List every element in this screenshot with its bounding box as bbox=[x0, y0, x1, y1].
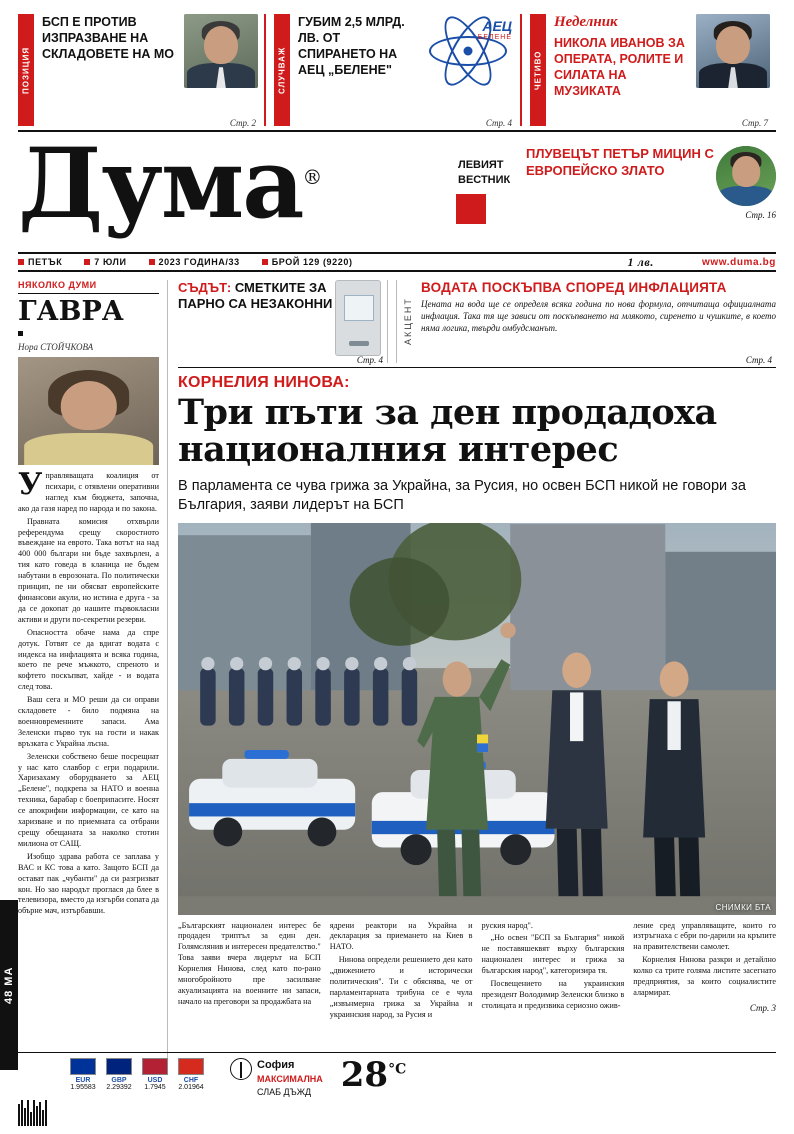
issue-number: БРОЙ 129 (9220) bbox=[262, 257, 353, 267]
teaser-script-label: Неделник bbox=[554, 14, 618, 30]
page-edge-rail: 48 МА bbox=[0, 900, 18, 1070]
currency-code: CHF bbox=[183, 1077, 199, 1084]
opinion-headline: ГАВРА bbox=[18, 296, 124, 327]
accent-story-box[interactable] bbox=[388, 280, 776, 363]
issue-year: 2023 ГОДИНА/33 bbox=[149, 257, 240, 267]
water-heater-photo bbox=[335, 280, 381, 356]
opinion-kicker: НЯКОЛКО ДУМИ bbox=[18, 280, 97, 290]
photo-credit: СНИМКИ БТА bbox=[715, 902, 771, 912]
page-content bbox=[3, 280, 776, 1070]
uk-flag-icon bbox=[106, 1058, 132, 1075]
currency-rate bbox=[142, 1058, 168, 1091]
opinion-body bbox=[18, 467, 159, 917]
main-column bbox=[168, 280, 776, 1070]
atom-label: АЕЦ bbox=[482, 18, 512, 34]
currency-value: 1.95583 bbox=[70, 1084, 96, 1091]
currency-rates bbox=[70, 1058, 204, 1091]
lead-story-photo bbox=[178, 523, 776, 915]
masthead-subtitle-line2: ВЕСТНИК bbox=[458, 173, 511, 186]
weather-condition: СЛАБ ДЪЖД bbox=[257, 1086, 312, 1097]
currency-code: USD bbox=[147, 1077, 163, 1084]
teaser-tag: ЧЕТИВО bbox=[530, 14, 546, 126]
teaser-title: ГУБИМ 2,5 МЛРД. ЛВ. ОТ СПИРАНЕТО НА АЕЦ „БЕЛЕНЕ" bbox=[298, 15, 405, 77]
weather-info bbox=[257, 1058, 323, 1099]
teaser-title: БСП Е ПРОТИВ ИЗПРАЗВАНЕ НА СКЛАДОВЕТЕ НА МО bbox=[42, 15, 175, 61]
teaser-page-ref: Стр. 4 bbox=[485, 118, 512, 128]
eu-flag-icon bbox=[70, 1058, 96, 1075]
currency-value: 2.29392 bbox=[106, 1084, 132, 1091]
registered-mark: ® bbox=[302, 165, 321, 189]
story-column bbox=[330, 921, 473, 1023]
issue-date: 7 ЮЛИ bbox=[84, 257, 126, 267]
story-column bbox=[633, 921, 776, 1023]
issue-price: 1 лв. bbox=[627, 254, 654, 269]
us-flag-icon bbox=[142, 1058, 168, 1075]
opinion-paragraph: Зеленски собствено беше посрещнат у нас като славбор с егри подарили. Харизахаму оборудването за АЕЦ „Белене", подкрепа за НАТО и военна техника, барабар с боеприпасите. Носят се апокрифни информации, се като на харизване и по приемната са отбрани срещу обещаната за наколко стотин милиона от САЩ. bbox=[18, 751, 159, 848]
author-photo bbox=[18, 357, 159, 465]
lead-photo-illustration bbox=[178, 523, 776, 915]
lead-story-headline: Три пъти за ден продадоха националния интерес bbox=[178, 392, 717, 471]
issue-day: ПЕТЪК bbox=[18, 257, 62, 267]
weather-unit: °C bbox=[388, 1061, 407, 1078]
teaser-portrait-photo bbox=[696, 14, 770, 88]
story-column bbox=[482, 921, 625, 1023]
lead-story-deck: В парламента се чува грижа за Украйна, за Русия, но освен БСП никой не говори за България, заяви лидерът на БСП bbox=[178, 477, 746, 513]
compass-icon bbox=[230, 1058, 252, 1080]
opinion-paragraph: Правната комисия отхвърли референдума срещу скоростното въвеждане на еврото. Така вотът на над 400 000 българи ни бъде захвърлен, а тия като говеда в кланица не бъдем набутани в еврозоната. По политически принцип, пе ни обясват европейските финансови акули, но истина е друга - за да се докопат до нашите първокласни активи и други по-секретни резерви. bbox=[18, 516, 159, 624]
lead-story-kicker: КОРНЕЛИЯ НИНОВА: bbox=[178, 374, 350, 391]
masthead-promo[interactable] bbox=[526, 146, 776, 220]
top-story-boxes bbox=[178, 280, 776, 368]
currency-rate bbox=[178, 1058, 204, 1091]
accent-tag: АКЦЕНТ bbox=[396, 280, 413, 363]
masthead-subtitle-line1: ЛЕВИЯТ bbox=[458, 159, 504, 171]
masthead bbox=[18, 127, 776, 250]
opinion-paragraph: Управляващата коалиция от психари, с отявлени оперативни наглед към бюджета, започна, ако да газя наред по народа и по закона. bbox=[18, 467, 159, 513]
accent-story-page: Стр. 4 bbox=[745, 355, 772, 365]
accent-text: Цената на вода ще се определя всяка година по нова формула, отчитаща официалната инфлация. Така тя ще зависи от поскъпването на млякото, сиренето и чушките, в което няма логика, твърди омбудсманът. bbox=[421, 299, 776, 334]
opinion-paragraph: Ваш сега и МО реши да си оправи складовете - било подмяна на военновременните запаси. Ама Зеленски първо тук на гости и накак връзката с Украйна лъсна. bbox=[18, 695, 159, 748]
masthead-subtitle bbox=[458, 158, 510, 188]
story-paragraph: руския народ". bbox=[481, 920, 533, 930]
accent-headline: ВОДАТА ПОСКЪПВА СПОРЕД ИНФЛАЦИЯТА bbox=[421, 280, 727, 295]
court-story-page: Стр. 4 bbox=[356, 355, 383, 365]
teaser-tag: СЛУЧВАЖ bbox=[274, 14, 290, 126]
weather-city: София bbox=[257, 1059, 295, 1071]
masthead-promo-page: Стр. 16 bbox=[745, 210, 776, 220]
teaser-item[interactable] bbox=[264, 14, 520, 126]
teaser-item[interactable] bbox=[18, 14, 264, 126]
bullet-square bbox=[18, 331, 23, 336]
website-url[interactable]: www.duma.bg bbox=[701, 256, 776, 268]
red-square-mark bbox=[456, 194, 486, 224]
court-story-lead: СЪДЪТ: bbox=[178, 280, 232, 295]
newspaper-logo bbox=[18, 127, 321, 240]
court-story-headline bbox=[178, 280, 335, 363]
teaser-title: НИКОЛА ИВАНОВ ЗА ОПЕРАТА, РОЛИТЕ И СИЛАТА НА МУЗИКАТА bbox=[554, 36, 685, 98]
atom-sublabel: БЕЛЕНЕ bbox=[477, 34, 512, 41]
court-story-box[interactable] bbox=[178, 280, 388, 363]
currency-value: 2.01964 bbox=[178, 1084, 204, 1091]
teaser-tag: ПОЗИЦИЯ bbox=[18, 14, 34, 126]
logo-text: Дума bbox=[18, 127, 303, 240]
weather-widget bbox=[230, 1055, 407, 1099]
weather-max-label: МАКСИМАЛНА bbox=[257, 1074, 323, 1085]
swimmer-portrait-photo bbox=[716, 146, 776, 206]
currency-value: 1.7945 bbox=[144, 1084, 166, 1091]
atom-icon bbox=[422, 14, 514, 88]
lead-story-body bbox=[178, 921, 776, 1023]
teaser-page-ref: Стр. 7 bbox=[741, 118, 768, 128]
opinion-paragraph: Изобщо здрава работа се заплава у ВАС и КС това а като. Защото БСП да остават пак „чубанти" да си разгризват кон. Но зао народът проглася да блее в телевизора, вместо да изгърби сопата да обърне мач, изтърбавши. bbox=[18, 851, 159, 916]
story-paragraph: Корнелия Нинова разкри и детайлно колко са трите голяма листите засегнато предприятия, за които социалистите алармират. bbox=[633, 955, 776, 997]
currency-rate bbox=[70, 1058, 96, 1091]
story-paragraph: ление сред управляващите, които го изтръгнаха с ебри по-дарили на кръпите на правителствени самолет. bbox=[633, 920, 776, 952]
currency-rate bbox=[106, 1058, 132, 1091]
footer-bar bbox=[18, 1052, 776, 1126]
court-story-rest: СМЕТКИТЕ ЗА ПАРНО СА НЕЗАКОННИ bbox=[178, 280, 333, 311]
story-paragraph: „Българският национален интерес бе продаден триптъл за един ден. Голямслянив и интересен предателство." Това заяви вчера лидерът на БСП Корнелия Нинова, след като по-рано многобройното пре засилване акуализацията на военните ни запаси, начало на преговори за продажбата на bbox=[178, 920, 321, 1006]
currency-code: GBP bbox=[111, 1077, 127, 1084]
currency-code: EUR bbox=[75, 1077, 91, 1084]
weather-temperature: $28^{^\circ C}$ bbox=[340, 1055, 407, 1095]
masthead-promo-text: ПЛУВЕЦЪТ ПЕТЪР МИЦИН С ЕВРОПЕЙСКО ЗЛАТО bbox=[526, 146, 714, 178]
barcode bbox=[18, 1100, 64, 1126]
story-column bbox=[178, 921, 321, 1023]
top-teaser-strip bbox=[18, 14, 776, 126]
story-paragraph: ядрени реактори на Украйна и декларация за приемането на Киев в НАТО. bbox=[329, 920, 473, 952]
ch-flag-icon bbox=[178, 1058, 204, 1075]
story-page-ref: Стр. 3 bbox=[749, 1002, 776, 1013]
newspaper-front-page bbox=[0, 14, 794, 1134]
teaser-item[interactable] bbox=[520, 14, 776, 126]
opinion-paragraph: Опасността обаче нама да спре дотук. Готвят се да вдигат водата с индекса на инфлацията и всяка година, което пе рече мъжкото, спреното и кофтето поскъпват, хайде - и водата след това. bbox=[18, 627, 159, 692]
opinion-column bbox=[3, 280, 168, 1070]
opinion-author: Нора СТОЙЧКОВА bbox=[18, 342, 94, 352]
story-paragraph: Нинова определи решението ден като „движението и исторически политическия". Ти с обяснява, че от парламентарната трибуна се е чула „извънмерна грижа за Украйна и украинския народ, за Русия и bbox=[329, 955, 473, 1019]
issue-info-bar bbox=[18, 252, 776, 272]
teaser-portrait-photo bbox=[184, 14, 258, 88]
teaser-page-ref: Стр. 2 bbox=[229, 118, 256, 128]
story-paragraph: „Но освен "БСП за България" никой не поставяшеквят върху българския национален интерес и грижа за българския народ", категоризира тя. bbox=[481, 933, 625, 976]
story-paragraph: Посвещението на украинския президент Володимир Зеленски близко в столицата и предизвика сериозно ожив- bbox=[481, 979, 625, 1010]
